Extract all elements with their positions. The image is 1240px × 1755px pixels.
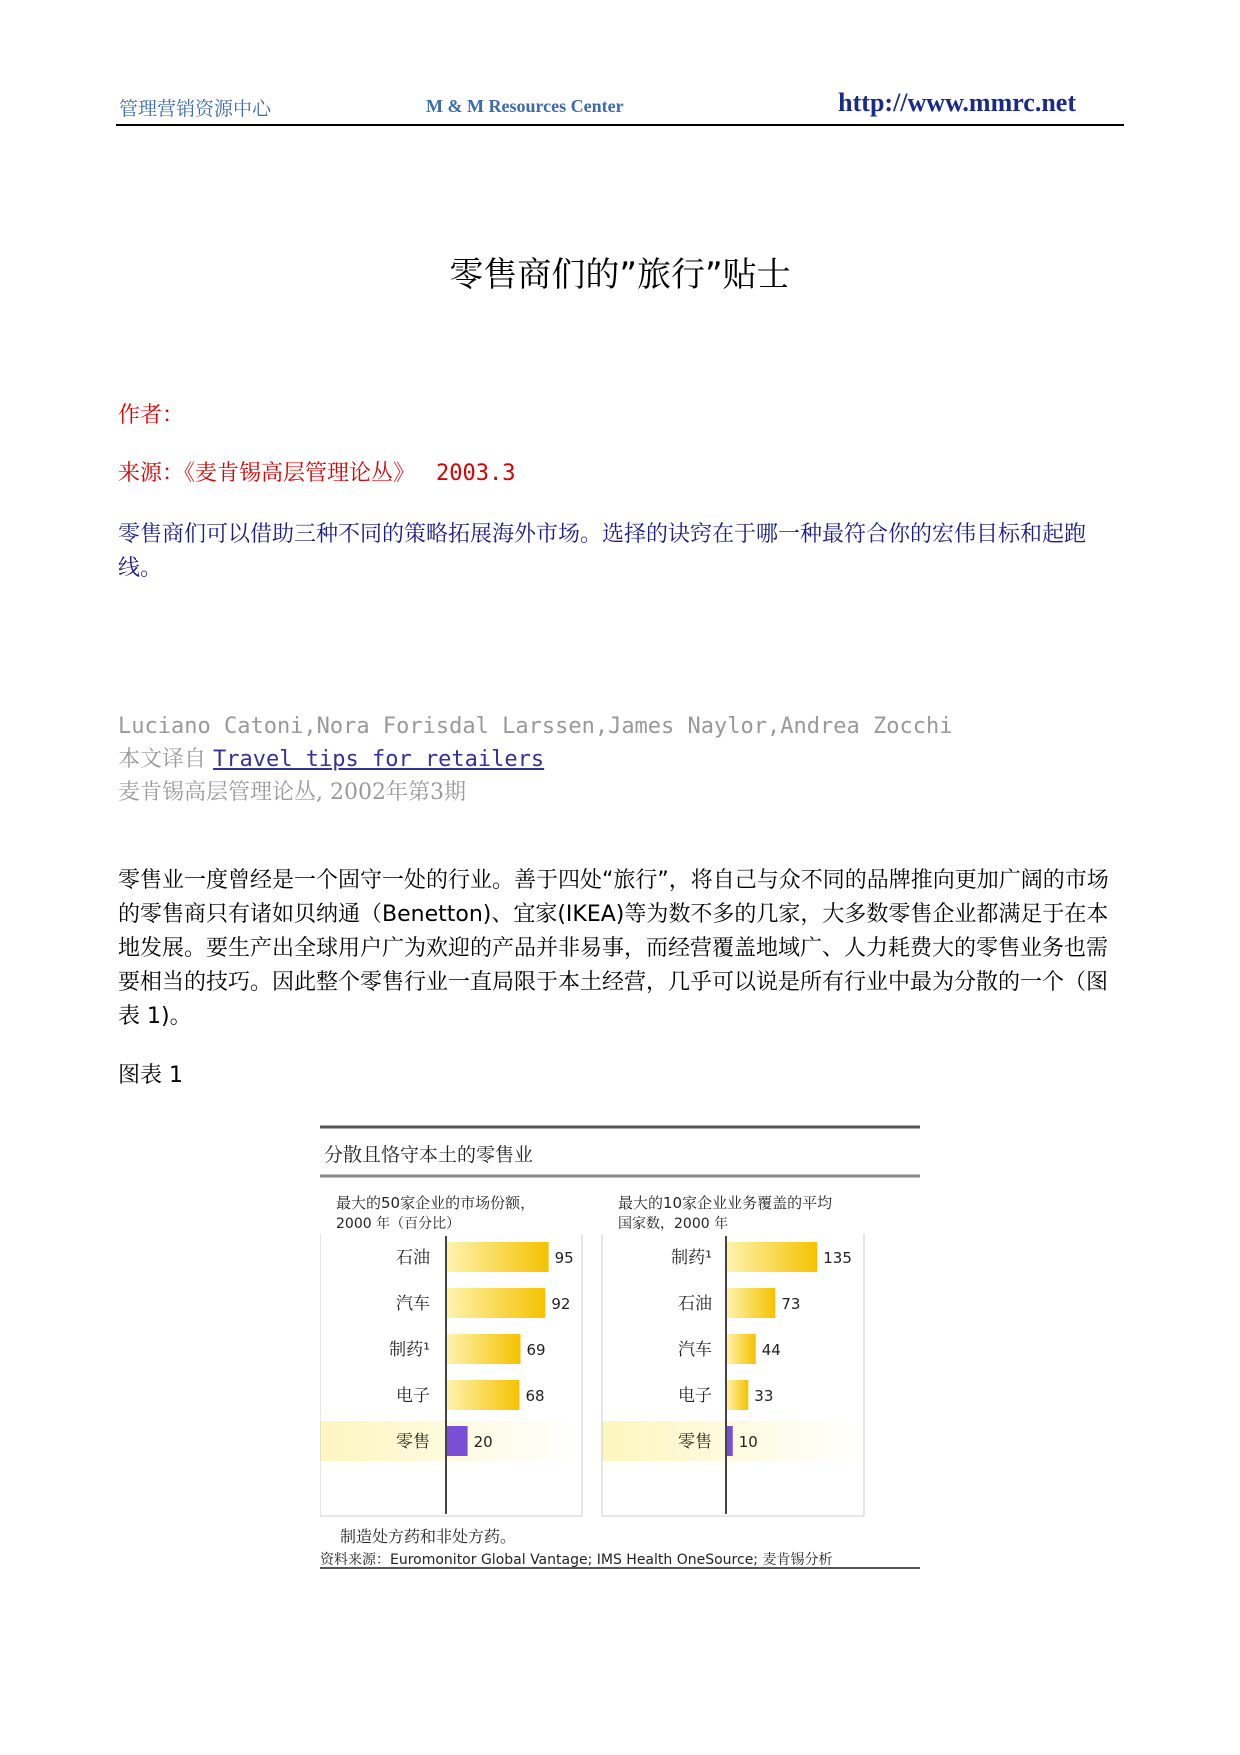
panel-2-bar bbox=[726, 1288, 775, 1318]
credits-translation bbox=[118, 743, 952, 776]
credits-authors: Luciano Catoni,Nora Forisdal Larssen,James Naylor,Andrea Zocchi bbox=[118, 714, 953, 739]
chart-title: 分散且恪守本土的零售业 bbox=[324, 1144, 534, 1166]
panel-1-bar bbox=[446, 1334, 521, 1364]
panel-2-value-label: 44 bbox=[761, 1341, 781, 1359]
panel-2-value-label: 135 bbox=[823, 1249, 852, 1267]
header-site-name: 管理营销资源中心 bbox=[119, 98, 272, 120]
panel-2-bar bbox=[726, 1334, 756, 1364]
panel-1-bar bbox=[446, 1380, 519, 1410]
panel-2-bar bbox=[726, 1380, 748, 1410]
header-site-english: M & M Resources Center bbox=[426, 96, 624, 116]
page-title: 零售商们的”旅行”贴士 bbox=[449, 255, 791, 295]
author-label: 作者： bbox=[118, 403, 185, 428]
source-label: 来源：《麦肯锡高层管理论丛》 bbox=[118, 461, 416, 486]
source-line bbox=[118, 456, 516, 487]
body-paragraph: 零售业一度曾经是一个固守一处的行业。善于四处“旅行”，将自己与众不同的品牌推向更加广阔的市场的零售商只有诸如贝纳通（Benetton)、宜家(IKEA)等为数不多的几家，大多数零售企业都满足于在本地发展。要生产出全球用户广为欢迎的产品并非易事，而经营覆盖地域广、人力耗费大的零售业务也需要相当的技巧。因此整个零售行业一直局限于本土经营，几乎可以说是所有行业中最为分散的一个（图表 1)。 bbox=[118, 868, 1109, 1029]
page-header bbox=[116, 88, 1124, 126]
panel-1-bar bbox=[446, 1288, 545, 1318]
header-url-link[interactable]: http://www.mmrc.net bbox=[838, 88, 1076, 117]
chart-footnote: 制造处方药和非处方药。 bbox=[340, 1527, 517, 1546]
chart-panel-1 bbox=[320, 1194, 582, 1516]
panel-2-category-label: 零售 bbox=[678, 1432, 712, 1452]
panel-2-subtitle-2: 国家数，2000 年 bbox=[618, 1216, 729, 1232]
figure-label: 图表 1 bbox=[118, 1063, 183, 1088]
panel-2-highlight-row bbox=[602, 1421, 864, 1461]
chart-source-note: 资料来源：Euromonitor Global Vantage; IMS Health OneSource; 麦肯锡分析 bbox=[320, 1552, 833, 1568]
panel-2-bar bbox=[726, 1426, 733, 1456]
source-date: 2003.3 bbox=[436, 461, 516, 486]
panel-2-category-label: 汽车 bbox=[678, 1340, 712, 1360]
panel-1-category-label: 石油 bbox=[396, 1248, 430, 1268]
panel-2-value-label: 10 bbox=[738, 1433, 758, 1451]
panel-1-category-label: 零售 bbox=[396, 1432, 430, 1452]
panel-1-category-label: 制药¹ bbox=[389, 1340, 430, 1360]
panel-1-value-label: 92 bbox=[551, 1295, 571, 1313]
panel-1-subtitle-2: 2000 年（百分比） bbox=[336, 1216, 461, 1232]
panel-1-value-label: 20 bbox=[473, 1433, 493, 1451]
credits-publication: 麦肯锡高层管理论丛, 2002年第3期 bbox=[118, 780, 466, 805]
original-article-link[interactable]: Travel tips for retailers bbox=[213, 747, 545, 772]
panel-1-bar bbox=[446, 1242, 549, 1272]
panel-2-value-label: 33 bbox=[754, 1387, 774, 1405]
credits-translated-from: 本文译自 bbox=[118, 747, 207, 772]
panel-1-subtitle-1: 最大的50家企业的市场份额， bbox=[336, 1194, 536, 1212]
figure-1-chart bbox=[320, 1124, 920, 1570]
panel-1-bar bbox=[446, 1426, 468, 1456]
article-summary: 零售商们可以借助三种不同的策略拓展海外市场。选择的诀窍在于哪一种最符合你的宏伟目标和起跑线。 bbox=[118, 522, 1087, 581]
panel-2-category-label: 制药¹ bbox=[671, 1248, 712, 1268]
chart-panel-2 bbox=[602, 1194, 864, 1516]
panel-2-category-label: 石油 bbox=[678, 1294, 712, 1314]
panel-1-value-label: 68 bbox=[525, 1387, 545, 1405]
panel-2-category-label: 电子 bbox=[678, 1386, 712, 1406]
panel-2-value-label: 73 bbox=[781, 1295, 801, 1313]
panel-2-bar bbox=[726, 1242, 817, 1272]
panel-1-value-label: 95 bbox=[554, 1249, 574, 1267]
panel-1-category-label: 电子 bbox=[396, 1386, 430, 1406]
article-credits bbox=[118, 710, 952, 809]
panel-1-category-label: 汽车 bbox=[396, 1294, 430, 1314]
panel-1-value-label: 69 bbox=[526, 1341, 546, 1359]
panel-2-subtitle-1: 最大的10家企业业务覆盖的平均 bbox=[618, 1194, 833, 1212]
